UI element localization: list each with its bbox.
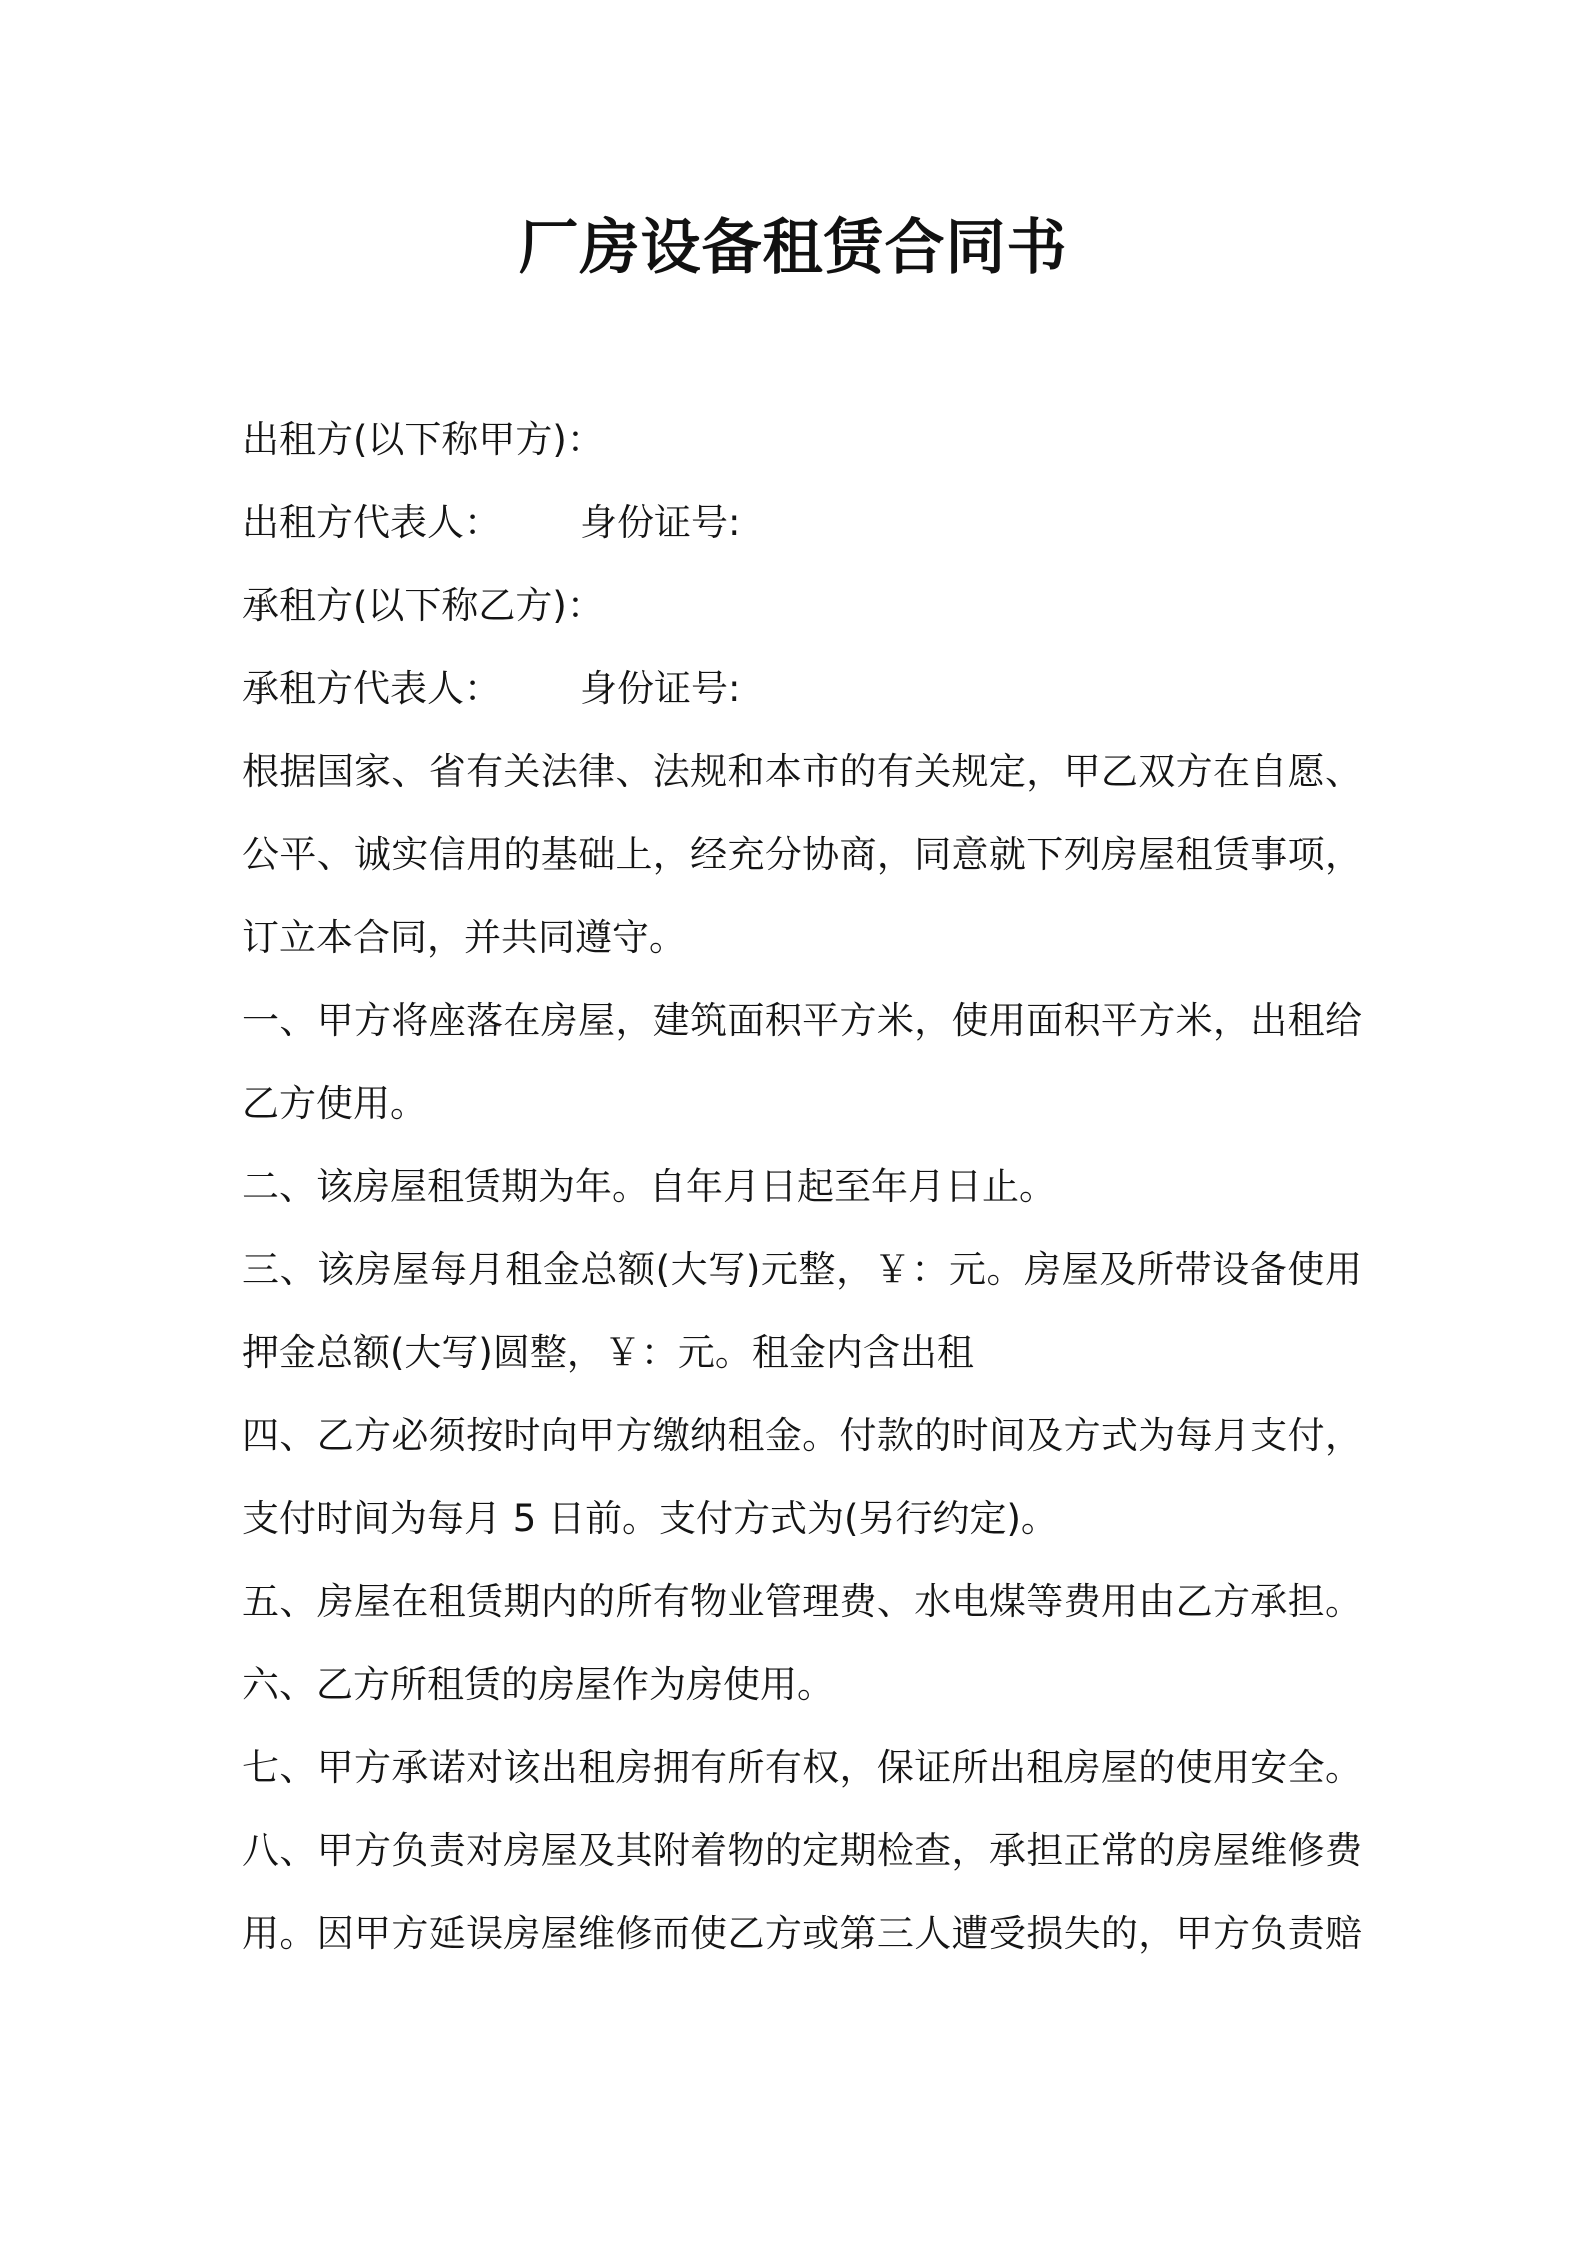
lessee-representative-line — [242, 647, 1362, 730]
clause-line: 四、乙方必须按时向甲方缴纳租金。付款的时间及方式为每月支付， — [242, 1414, 1362, 1457]
clause-line: 三、该房屋每月租金总额(大写)元整，￥：元。房屋及所带设备使用 — [242, 1248, 1362, 1291]
preamble-line: 订立本合同，并共同遵守。 — [242, 916, 686, 959]
lessee-line: 承租方(以下称乙方)： — [242, 584, 604, 627]
lessor-representative-label: 出租方代表人： — [242, 501, 501, 544]
lessor-line: 出租方(以下称甲方)： — [242, 418, 604, 461]
document-body — [242, 398, 1362, 1975]
clause-line: 乙方使用。 — [242, 1082, 427, 1125]
clause-line: 八、甲方负责对房屋及其附着物的定期检查，承担正常的房屋维修费 — [242, 1829, 1362, 1872]
lessee-representative-label: 承租方代表人： — [242, 667, 501, 710]
preamble-line: 公平、诚实信用的基础上，经充分协商，同意就下列房屋租赁事项， — [242, 833, 1362, 876]
clause-line: 二、该房屋租赁期为年。自年月日起至年月日止。 — [242, 1165, 1056, 1208]
clause-line: 五、房屋在租赁期内的所有物业管理费、水电煤等费用由乙方承担。 — [242, 1580, 1362, 1623]
clause-line: 押金总额(大写)圆整，￥：元。租金内含出租 — [242, 1331, 974, 1374]
lessor-id-label: 身份证号: — [580, 501, 741, 544]
preamble-line: 根据国家、省有关法律、法规和本市的有关规定，甲乙双方在自愿、 — [242, 750, 1362, 793]
clause-line: 一、甲方将座落在房屋，建筑面积平方米，使用面积平方米，出租给 — [242, 999, 1362, 1042]
clause-line: 用。因甲方延误房屋维修而使乙方或第三人遭受损失的，甲方负责赔 — [242, 1912, 1362, 1955]
lessee-id-label: 身份证号: — [580, 667, 741, 710]
clause-line: 七、甲方承诺对该出租房拥有所有权，保证所出租房屋的使用安全。 — [242, 1746, 1362, 1789]
clause-line: 六、乙方所租赁的房屋作为房使用。 — [242, 1663, 834, 1706]
document-title: 厂房设备租赁合同书 — [518, 213, 1068, 283]
clause-line: 支付时间为每月 5 日前。支付方式为(另行约定)。 — [242, 1497, 1058, 1540]
lessor-representative-line — [242, 481, 1362, 564]
